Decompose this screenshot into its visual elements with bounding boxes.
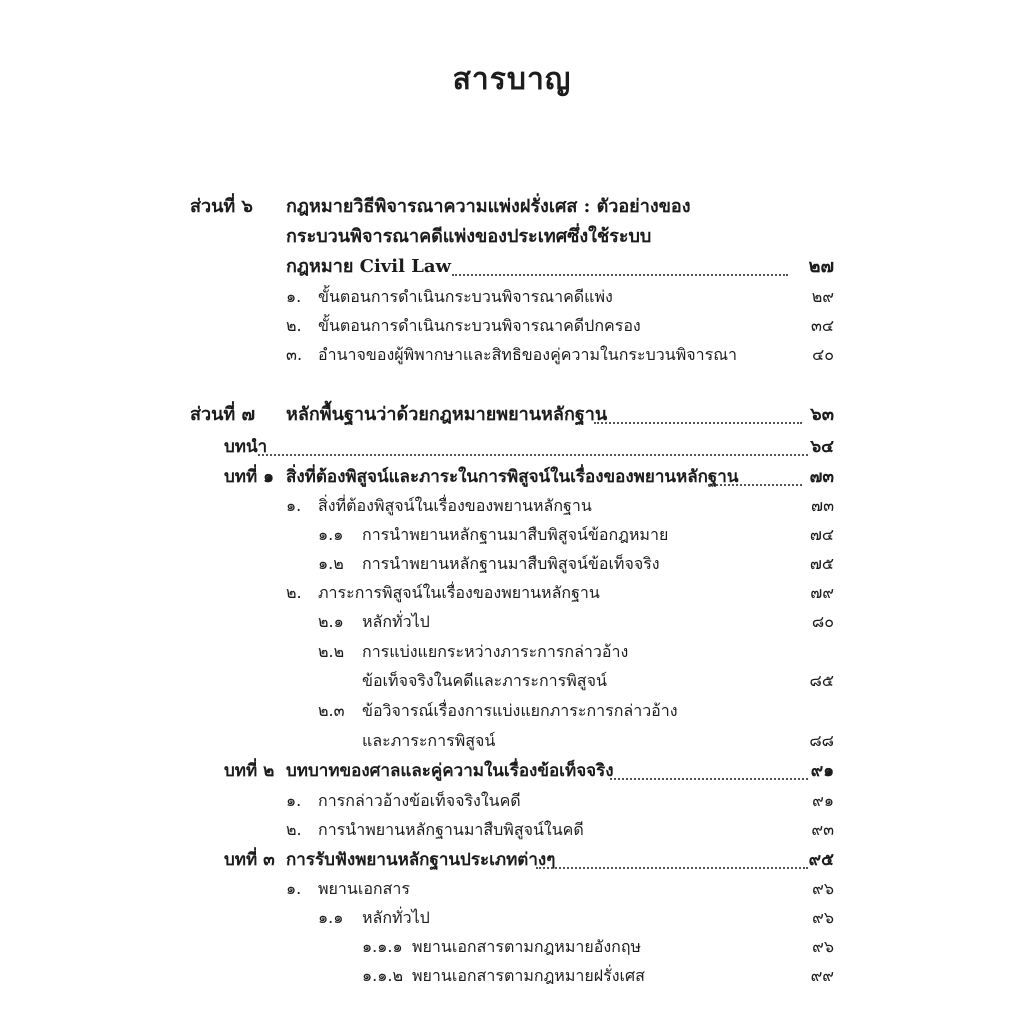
page-number: ๗๓ (811, 496, 834, 515)
entry-text: ข้อเท็จจริงในคดีและภาระการพิสูจน์ (362, 671, 607, 690)
entry-number: ๑. (286, 791, 302, 810)
toc-entry (0, 520, 1024, 550)
toc-entry (0, 637, 1024, 667)
toc-entry (0, 903, 1024, 933)
leader-dots (610, 748, 808, 780)
toc-entry (0, 578, 1024, 608)
page-number: ๗๔ (809, 525, 834, 544)
chapter-title: การรับฟังพยานหลักฐานประเภทต่างๆ (286, 850, 556, 870)
entry-text: พยานเอกสารตามกฎหมายอังกฤษ (412, 937, 642, 956)
entry-text: การนำพยานหลักฐานมาสืบพิสูจน์ข้อกฎหมาย (362, 525, 669, 544)
part-title: หลักพื้นฐานว่าด้วยกฎหมายพยานหลักฐาน (286, 404, 608, 425)
toc-entry (0, 815, 1024, 845)
toc-entry (0, 607, 1024, 637)
chapter-title: บทบาทของศาลและคู่ความในเรื่องข้อเท็จจริง (286, 761, 614, 781)
toc-entry (0, 932, 1024, 962)
page-number: ๗๕ (809, 554, 834, 573)
page-number: ๙๙ (810, 966, 834, 985)
entry-text: ขั้นตอนการดำเนินกระบวนพิจารณาคดีปกครอง (318, 316, 641, 335)
entry-number: ๒. (286, 316, 302, 335)
page-number: ๙๖ (812, 937, 834, 956)
page-number: ๗๙ (810, 583, 834, 602)
entry-text: การนำพยานหลักฐานมาสืบพิสูจน์ในคดี (318, 820, 584, 839)
page-number: ๙๖ (812, 879, 834, 898)
page-number: ๔๐ (812, 345, 834, 364)
part-label: ส่วนที่ ๗ (190, 404, 256, 425)
page-number: ๘๐ (811, 612, 834, 631)
entry-number: ๑.๑.๑ (362, 937, 403, 956)
toc-entry (0, 340, 1024, 370)
toc-intro (0, 432, 1024, 462)
toc-entry (0, 874, 1024, 904)
entry-number: ๒.๒ (318, 642, 345, 661)
entry-text: หลักทั่วไป (362, 612, 430, 631)
toc-entry (0, 696, 1024, 726)
toc-entry-cont (0, 666, 1024, 696)
entry-number: ๑.๒ (318, 554, 344, 573)
entry-text: การนำพยานหลักฐานมาสืบพิสูจน์ข้อเท็จจริง (362, 554, 660, 573)
chapter-title: สิ่งที่ต้องพิสูจน์และภาระในการพิสูจน์ในเรื่องของพยานหลักฐาน (286, 467, 739, 487)
entry-number: ๒.๑ (318, 612, 344, 631)
leader-dots (258, 424, 808, 456)
entry-number: ๑.๑.๒ (362, 966, 404, 985)
entry-number: ๒. (286, 583, 302, 602)
page-number: ๓๔ (810, 316, 834, 335)
entry-text: การแบ่งแยกระหว่างภาระการกล่าวอ้าง (362, 642, 629, 661)
part-label: ส่วนที่ ๖ (190, 196, 253, 217)
entry-number: ๑. (286, 879, 302, 898)
entry-number: ๑. (286, 496, 302, 515)
entry-text: ข้อวิจารณ์เรื่องการแบ่งแยกภาระการกล่าวอ้าง (362, 701, 678, 720)
page-number: ๒๗ (808, 256, 834, 277)
part-title: กระบวนพิจารณาคดีแพ่งของประเทศซึ่งใช้ระบบ (286, 226, 652, 247)
chapter-label: บทที่ ๑ (224, 467, 274, 487)
entry-number: ๑.๑ (318, 525, 344, 544)
toc-chapter (0, 462, 1024, 492)
page-number: ๙๓ (811, 820, 834, 839)
toc-entry (0, 491, 1024, 521)
entry-text: อำนาจของผู้พิพากษาและสิทธิของคู่ความในกระบวนพิจารณา (318, 345, 738, 364)
leader-dots (536, 837, 808, 869)
toc-entry (0, 961, 1024, 991)
toc-entry (0, 549, 1024, 579)
part-title: กฎหมาย Civil Law (286, 256, 452, 277)
toc-part-heading (0, 192, 1024, 222)
toc-entry-cont (0, 726, 1024, 756)
entry-number: ๓. (286, 345, 303, 364)
leader-dots (708, 454, 802, 486)
page-title: สารบาญ (452, 62, 572, 97)
entry-text: การกล่าวอ้างข้อเท็จจริงในคดี (318, 791, 521, 810)
toc-chapter (0, 845, 1024, 875)
page-number: ๙๕ (808, 850, 834, 870)
page-number: ๗๓ (809, 467, 834, 487)
entry-text: พยานเอกสาร (318, 879, 410, 898)
part-title: กฎหมายวิธีพิจารณาความแพ่งฝรั่งเศส : ตัวอย่างของ (286, 196, 691, 217)
page-number: ๙๑ (810, 761, 834, 781)
page-number: ๖๔ (810, 437, 834, 457)
entry-text: สิ่งที่ต้องพิสูจน์ในเรื่องของพยานหลักฐาน (318, 496, 592, 515)
entry-text: และภาระการพิสูจน์ (362, 731, 496, 750)
entry-number: ๑.๑ (318, 908, 344, 927)
entry-number: ๑. (286, 287, 302, 306)
entry-text: ภาระการพิสูจน์ในเรื่องของพยานหลักฐาน (318, 583, 600, 602)
page-number: ๙๖ (812, 908, 834, 927)
chapter-label: บทที่ ๒ (224, 761, 275, 781)
leader-dots (452, 244, 788, 276)
page-number: ๘๕ (809, 671, 834, 690)
toc-entry (0, 786, 1024, 816)
entry-text: ขั้นตอนการดำเนินกระบวนพิจารณาคดีแพ่ง (318, 287, 613, 306)
toc-chapter (0, 756, 1024, 786)
entry-text: บทนำ (224, 437, 268, 457)
toc-part-heading-cont (0, 252, 1024, 282)
entry-number: ๒.๓ (318, 701, 345, 720)
page-number: ๙๑ (812, 791, 834, 810)
chapter-label: บทที่ ๓ (224, 850, 275, 870)
page-number: ๖๓ (810, 404, 834, 425)
page-number: ๒๙ (811, 287, 834, 306)
entry-text: พยานเอกสารตามกฎหมายฝรั่งเศส (412, 966, 645, 985)
toc-entry (0, 311, 1024, 341)
page-number: ๘๘ (809, 731, 834, 750)
toc-entry (0, 282, 1024, 312)
entry-text: หลักทั่วไป (362, 908, 430, 927)
leader-dots (594, 392, 802, 424)
entry-number: ๒. (286, 820, 302, 839)
